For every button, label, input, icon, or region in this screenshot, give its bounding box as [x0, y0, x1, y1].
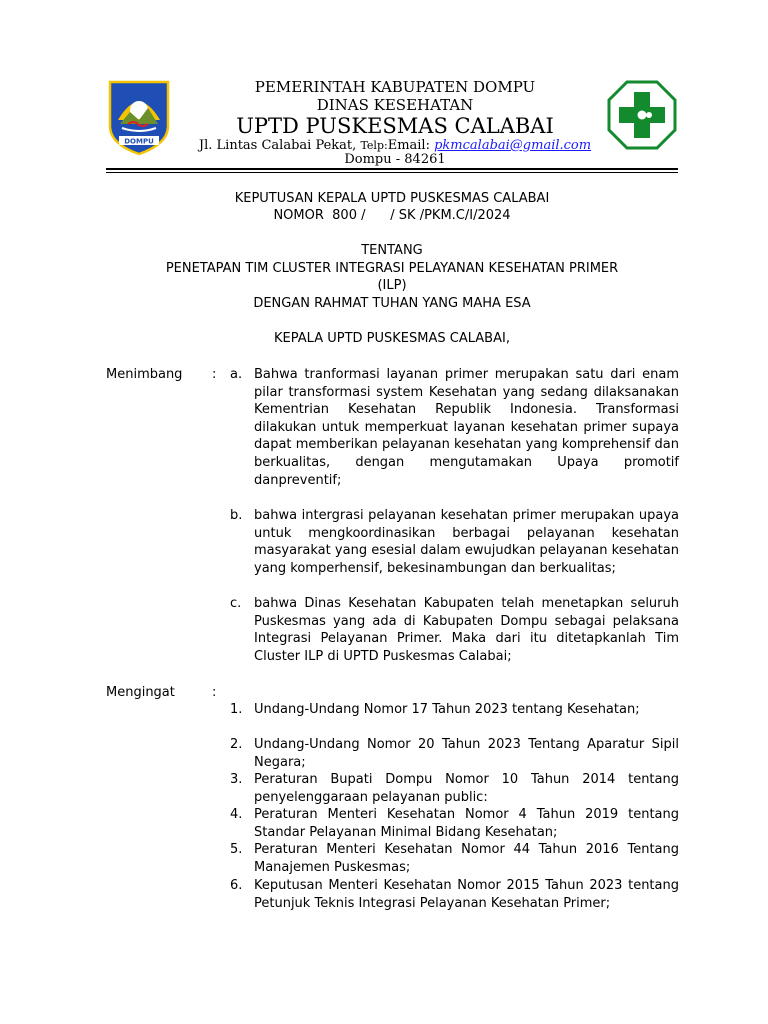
mengingat-mark-3: 3. — [230, 772, 243, 787]
letterhead-agency: DINAS KESEHATAN — [316, 96, 474, 114]
mengingat-item-5: Peraturan Menteri Kesehatan Nomor 44 Tahun 2016 Tentang Manajemen Puskesmas; — [254, 842, 679, 875]
address-text: Jl. Lintas Calabai Pekat, — [198, 138, 357, 153]
menimbang-colon: : — [212, 367, 217, 382]
mengingat-mark-1: 1. — [230, 702, 243, 717]
mengingat-mark-6: 6. — [230, 878, 243, 893]
email-link[interactable]: pkmcalabai@gmail.com — [434, 138, 592, 153]
letterhead-title: UPTD PUSKESMAS CALABAI — [236, 114, 554, 138]
mengingat-label: Mengingat — [106, 685, 175, 700]
decree-tentang: TENTANG — [361, 243, 423, 258]
decree-subject-line1: PENETAPAN TIM CLUSTER INTEGRASI PELAYANAN KESEHATAN PRIMER — [165, 261, 619, 276]
telp-label: Telp: — [360, 139, 388, 152]
mengingat-item-2: Undang-Undang Nomor 20 Tahun 2023 Tentang Aparatur Sipil Negara; — [254, 737, 688, 770]
decree-blessing: DENGAN RAHMAT TUHAN YANG MAHA ESA — [253, 296, 531, 311]
decree-number: NOMOR 800 / / SK /PKM.C/I/2024 — [273, 208, 511, 223]
mengingat-item-4: Peraturan Menteri Kesehatan Nomor 4 Tahun 2019 tentang Standar Pelayanan Minimal Bidang Kesehatan; — [254, 807, 679, 840]
decree-title: KEPUTUSAN KEPALA UPTD PUSKESMAS CALABAI — [234, 191, 550, 206]
letterhead-divider-thin — [106, 172, 678, 173]
puskesmas-cross-logo — [607, 80, 677, 150]
mengingat-item-6: Keputusan Menteri Kesehatan Nomor 2015 Tahun 2023 tentang Petunjuk Teknis Integrasi Pelayanan Kesehatan Primer; — [254, 878, 679, 911]
menimbang-mark-a: a. — [230, 367, 243, 382]
decree-issuer: KEPALA UPTD PUSKESMAS CALABAI, — [274, 331, 510, 346]
email-label: Email: — [387, 138, 430, 153]
menimbang-label: Menimbang — [106, 367, 183, 382]
dompu-crest-logo — [106, 80, 172, 156]
mengingat-colon: : — [212, 685, 217, 700]
mengingat-mark-5: 5. — [230, 842, 243, 857]
letterhead-government: PEMERINTAH KABUPATEN DOMPU — [254, 78, 536, 96]
mengingat-mark-4: 4. — [230, 807, 243, 822]
letterhead-divider-thick — [106, 168, 678, 170]
menimbang-mark-c: c. — [230, 596, 242, 611]
menimbang-item-a: Bahwa tranformasi layanan primer merupakan satu dari enam pilar transformasi system Kesehatan yang sedang dilaksanakan Kementrian Kesehatan Republik Indonesia. Transformasi dilakukan untuk memperkuat layanan kesehatan primer supaya dapat memberikan pelayanan kesehatan yang komprehensif dan berkualitas, dengan mengutamakan Upaya promotif danpreventif; — [254, 367, 679, 488]
decree-subject-line2: (ILP) — [377, 278, 407, 293]
menimbang-item-b: bahwa intergrasi pelayanan kesehatan primer merupakan upaya untuk mengkoordinasikan berbagai pelayanan kesehatan masyarakat yang esesial dalam ewujudkan pelayanan kesehatan yang komperhensif, bekesinambungan dan berkualitas; — [254, 508, 679, 576]
menimbang-item-c: bahwa Dinas Kesehatan Kabupaten telah menetapkan seluruh Puskesmas yang ada di Kabupaten Dompu sebagai pelaksana Integrasi Pelayanan Primer. Maka dari itu ditetapkanlah Tim Cluster ILP di UPTD Puskesmas Calabai; — [254, 596, 679, 664]
mengingat-item-1: Undang-Undang Nomor 17 Tahun 2023 tentang Kesehatan; — [254, 702, 640, 717]
mengingat-mark-2: 2. — [230, 737, 243, 752]
letterhead-city: Dompu - 84261 — [344, 152, 446, 167]
crest-label: DOMPU — [124, 137, 154, 146]
mengingat-item-3: Peraturan Bupati Dompu Nomor 10 Tahun 2014 tentang penyelenggaraan pelayanan public: — [254, 772, 679, 805]
menimbang-mark-b: b. — [230, 508, 243, 523]
